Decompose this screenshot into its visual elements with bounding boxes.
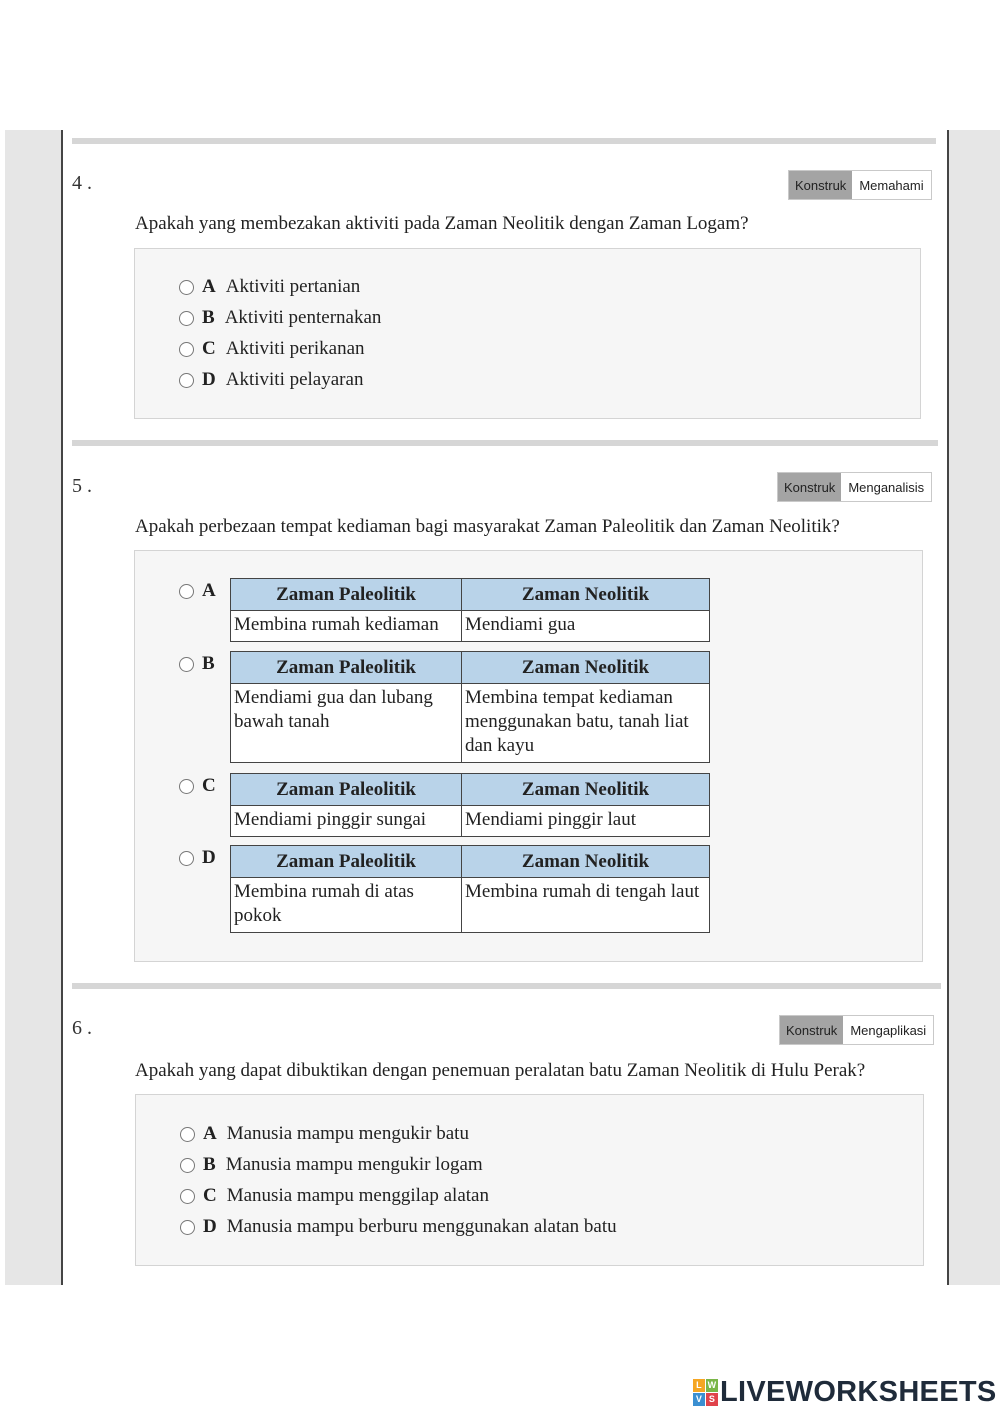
option-a-table	[230, 578, 710, 642]
left-margin-panel	[5, 130, 63, 1285]
logo-tile: L	[693, 1379, 705, 1392]
answer-options-box	[134, 248, 921, 419]
table-header-neolitik: Zaman Neolitik	[462, 846, 710, 878]
table-cell-neolitik: Mendiami gua	[462, 611, 710, 642]
option-letter: A	[203, 1123, 217, 1144]
option-text: Manusia mampu menggilap alatan	[226, 1185, 489, 1206]
table-header-neolitik: Zaman Neolitik	[462, 579, 710, 611]
table-header-paleolitik: Zaman Paleolitik	[231, 846, 462, 878]
table-header-neolitik: Zaman Neolitik	[462, 652, 710, 684]
question-number: 4 .	[72, 172, 92, 194]
answer-options-box	[135, 1094, 924, 1266]
option-letter: A	[202, 276, 216, 297]
radio-button[interactable]	[179, 584, 194, 599]
construct-badge	[779, 1015, 934, 1045]
radio-button[interactable]	[179, 779, 194, 794]
radio-button[interactable]	[179, 342, 194, 357]
question-text: Apakah perbezaan tempat kediaman bagi masyarakat Zaman Paleolitik dan Zaman Neolitik?	[135, 516, 840, 537]
option-d[interactable]	[179, 369, 363, 391]
construct-badge	[777, 472, 932, 502]
option-a[interactable]	[179, 580, 226, 602]
question-divider	[72, 983, 941, 989]
table-header-paleolitik: Zaman Paleolitik	[231, 774, 462, 806]
table-header-paleolitik: Zaman Paleolitik	[231, 652, 462, 684]
badge-value: Menganalisis	[841, 473, 931, 501]
option-c[interactable]	[179, 338, 365, 360]
table-cell-paleolitik: Membina rumah di atas pokok	[231, 878, 462, 933]
table-cell-neolitik: Membina tempat kediaman menggunakan batu, tanah liat dan kayu	[462, 684, 710, 763]
option-a[interactable]	[179, 276, 360, 298]
radio-button[interactable]	[179, 657, 194, 672]
logo-tile: V	[693, 1393, 705, 1406]
option-d[interactable]	[179, 847, 226, 869]
option-letter: C	[202, 338, 216, 359]
radio-button[interactable]	[180, 1220, 195, 1235]
question-number: 5 .	[72, 475, 92, 497]
option-b[interactable]	[179, 653, 225, 675]
construct-badge	[788, 170, 932, 200]
option-letter: C	[203, 1185, 217, 1206]
option-letter: D	[203, 1216, 217, 1237]
badge-value: Memahami	[852, 171, 930, 199]
table-cell-neolitik: Mendiami pinggir laut	[462, 806, 710, 837]
option-letter: B	[202, 307, 215, 328]
option-text: Aktiviti penternakan	[224, 307, 382, 328]
radio-button[interactable]	[179, 280, 194, 295]
option-text: Aktiviti pertanian	[225, 276, 361, 297]
logo-tile: S	[706, 1393, 718, 1406]
question-number: 6 .	[72, 1017, 92, 1039]
right-margin-panel	[947, 130, 1000, 1285]
option-letter: C	[202, 775, 216, 796]
table-cell-paleolitik: Mendiami gua dan lubang bawah tanah	[231, 684, 462, 763]
option-a[interactable]	[180, 1123, 469, 1145]
question-divider	[72, 138, 936, 144]
radio-button[interactable]	[179, 311, 194, 326]
option-b[interactable]	[180, 1154, 483, 1176]
logo-text: LIVEWORKSHEETS	[720, 1376, 997, 1408]
option-text: Aktiviti pelayaran	[225, 369, 364, 390]
badge-key: Konstruk	[780, 1016, 843, 1044]
radio-button[interactable]	[179, 373, 194, 388]
question-text: Apakah yang membezakan aktiviti pada Zaman Neolitik dengan Zaman Logam?	[135, 213, 749, 234]
option-d-table	[230, 845, 710, 933]
option-letter: D	[202, 369, 216, 390]
option-b-table	[230, 651, 710, 763]
option-text: Manusia mampu mengukir batu	[226, 1123, 469, 1144]
question-text: Apakah yang dapat dibuktikan dengan penemuan peralatan batu Zaman Neolitik di Hulu Perak?	[135, 1060, 866, 1081]
table-cell-paleolitik: Mendiami pinggir sungai	[231, 806, 462, 837]
table-cell-paleolitik: Membina rumah kediaman	[231, 611, 462, 642]
badge-value: Mengaplikasi	[843, 1016, 933, 1044]
radio-button[interactable]	[180, 1127, 195, 1142]
liveworksheets-logo	[693, 1376, 997, 1409]
table-header-paleolitik: Zaman Paleolitik	[231, 579, 462, 611]
option-letter: A	[202, 580, 216, 601]
option-c-table	[230, 773, 710, 837]
radio-button[interactable]	[180, 1189, 195, 1204]
option-letter: D	[202, 847, 216, 868]
badge-key: Konstruk	[778, 473, 841, 501]
option-letter: B	[203, 1154, 216, 1175]
option-letter: B	[202, 653, 215, 674]
badge-key: Konstruk	[789, 171, 852, 199]
question-divider	[72, 440, 938, 446]
logo-mark-icon	[693, 1379, 718, 1406]
table-cell-neolitik: Membina rumah di tengah laut	[462, 878, 710, 933]
table-header-neolitik: Zaman Neolitik	[462, 774, 710, 806]
radio-button[interactable]	[179, 851, 194, 866]
option-text: Aktiviti perikanan	[225, 338, 365, 359]
option-text: Manusia mampu mengukir logam	[225, 1154, 483, 1175]
option-b[interactable]	[179, 307, 381, 329]
option-d[interactable]	[180, 1216, 617, 1238]
radio-button[interactable]	[180, 1158, 195, 1173]
logo-tile: W	[707, 1380, 717, 1390]
option-c[interactable]	[179, 775, 226, 797]
option-c[interactable]	[180, 1185, 489, 1207]
option-text: Manusia mampu berburu menggunakan alatan batu	[226, 1216, 617, 1237]
answer-options-box	[134, 550, 923, 962]
